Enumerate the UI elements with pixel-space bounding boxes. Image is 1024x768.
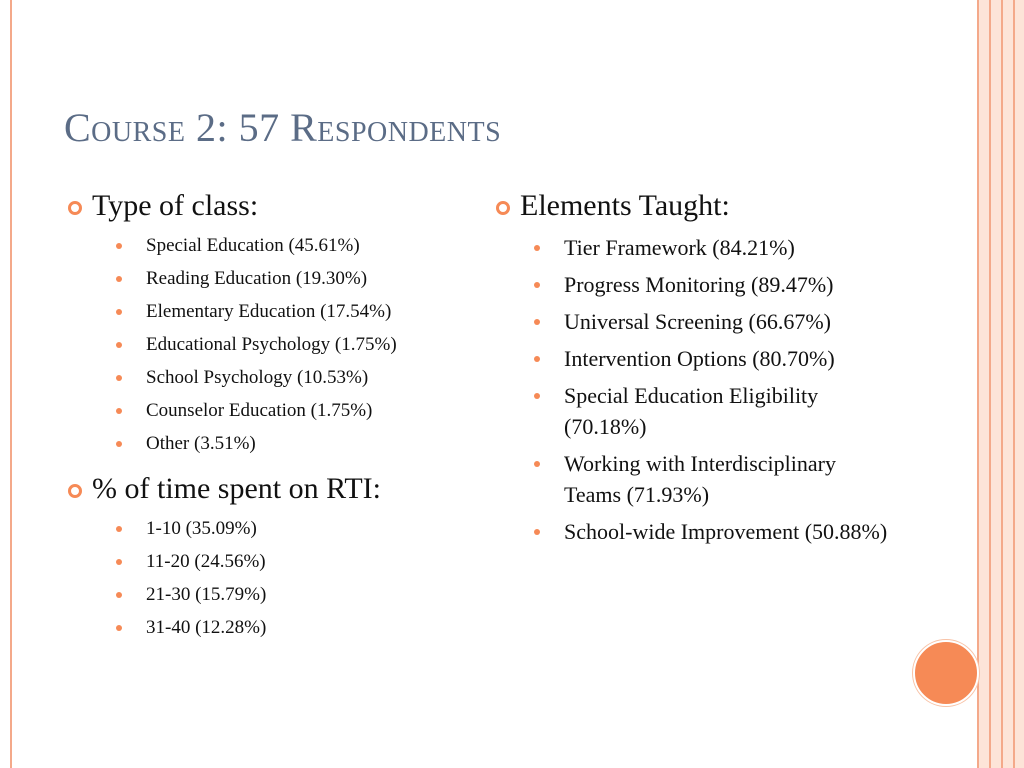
list-item-text: Special Education Eligibility (70.18%)	[564, 383, 819, 439]
list-item	[116, 232, 466, 259]
list-item	[116, 548, 466, 575]
list-item-text: Special Education (45.61%)	[146, 235, 360, 256]
list-item-text: 11-20 (24.56%)	[146, 551, 266, 572]
left-column	[66, 188, 466, 647]
list-item	[116, 298, 466, 325]
bullet-dot-icon	[116, 526, 122, 532]
bullet-dot-icon	[534, 356, 540, 362]
bullet-dot-icon	[534, 282, 540, 288]
list-item-text: Tier Framework (84.21%)	[564, 235, 795, 260]
list-item	[116, 265, 466, 292]
slide-title: Course 2: 57 Respondents	[64, 105, 502, 150]
list-item-text: School-wide Improvement (50.88%)	[564, 519, 888, 544]
bullet-dot-icon	[534, 529, 540, 535]
frame-right-line-1	[977, 0, 979, 768]
bullet-dot-icon	[116, 309, 122, 315]
list-item	[534, 380, 894, 442]
type-of-class-heading	[66, 188, 466, 224]
bullet-dot-icon	[534, 461, 540, 467]
list-item-text: Elementary Education (17.54%)	[146, 301, 392, 322]
decorative-circle	[913, 640, 979, 706]
frame-right-line-4	[1013, 0, 1015, 768]
list-item	[534, 232, 894, 263]
list-item	[116, 581, 466, 608]
bullet-dot-icon	[116, 243, 122, 249]
list-item-text: 31-40 (12.28%)	[146, 617, 267, 638]
list-item-text: Progress Monitoring (89.47%)	[564, 272, 834, 297]
list-item-text: Intervention Options (80.70%)	[564, 346, 835, 371]
list-item	[534, 269, 894, 300]
list-item	[116, 364, 466, 391]
list-item-text: Other (3.51%)	[146, 433, 256, 454]
bullet-dot-icon	[534, 319, 540, 325]
list-item	[534, 306, 894, 337]
frame-right-line-3	[1001, 0, 1003, 768]
right-column	[494, 188, 894, 553]
bullet-dot-icon	[116, 592, 122, 598]
list-item	[116, 430, 466, 457]
time-on-rti-heading-text: % of time spent on RTI:	[92, 472, 381, 505]
ring-bullet-icon	[68, 484, 82, 498]
list-item	[116, 331, 466, 358]
bullet-dot-icon	[534, 393, 540, 399]
ring-bullet-icon	[68, 201, 82, 215]
list-item	[534, 343, 894, 374]
bullet-dot-icon	[116, 441, 122, 447]
elements-taught-heading-text: Elements Taught:	[520, 189, 730, 222]
ring-bullet-icon	[496, 201, 510, 215]
type-of-class-list	[116, 232, 466, 457]
bullet-dot-icon	[116, 625, 122, 631]
list-item	[116, 515, 466, 542]
time-on-rti-list	[116, 515, 466, 641]
time-on-rti-heading	[66, 471, 466, 507]
list-item	[116, 614, 466, 641]
elements-taught-list	[534, 232, 894, 547]
frame-left-line	[10, 0, 12, 768]
bullet-dot-icon	[116, 276, 122, 282]
list-item-text: Educational Psychology (1.75%)	[146, 334, 397, 355]
list-item	[534, 516, 894, 547]
list-item	[116, 397, 466, 424]
list-item-text: Working with Interdisciplinary Teams (71.93%)	[564, 451, 836, 507]
bullet-dot-icon	[534, 245, 540, 251]
list-item	[534, 448, 894, 510]
bullet-dot-icon	[116, 375, 122, 381]
list-item-text: School Psychology (10.53%)	[146, 367, 369, 388]
list-item-text: Reading Education (19.30%)	[146, 268, 368, 289]
bullet-dot-icon	[116, 408, 122, 414]
elements-taught-heading	[494, 188, 894, 224]
list-item-text: 1-10 (35.09%)	[146, 518, 257, 539]
bullet-dot-icon	[116, 342, 122, 348]
list-item-text: Universal Screening (66.67%)	[564, 309, 831, 334]
frame-right-line-2	[989, 0, 991, 768]
list-item-text: Counselor Education (1.75%)	[146, 400, 373, 421]
list-item-text: 21-30 (15.79%)	[146, 584, 267, 605]
bullet-dot-icon	[116, 559, 122, 565]
type-of-class-heading-text: Type of class:	[92, 189, 259, 222]
